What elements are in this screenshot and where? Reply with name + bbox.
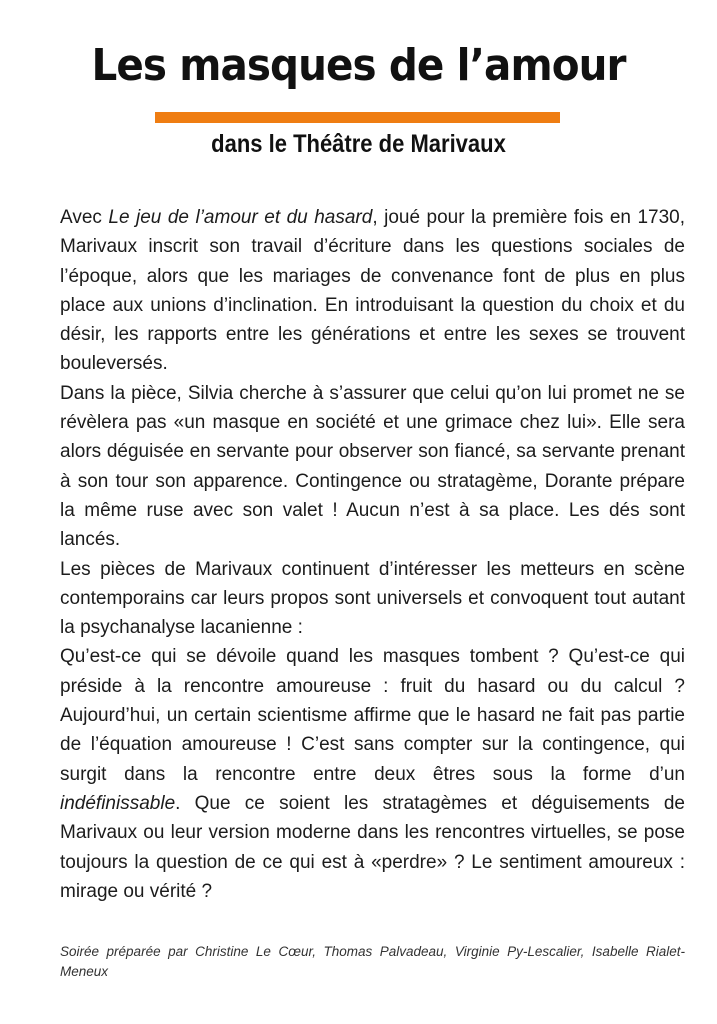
paragraph-intro [60,203,685,379]
paragraph-questions-text-start: Qu’est-ce qui se dévoile quand les masques tombent ? Qu’est-ce qui préside à la rencontre amoureuse : fruit du hasard ou du calcul ? Aujourd’hui, un certain scientisme affirme que le hasard ne fait pas partie de l’équation amoureuse ! C’est sans compter sur la contingence, qui surgit dans la rencontre entre deux êtres sous la forme d’un [60,646,685,785]
page-subtitle: dans le Théâtre de Marivaux [211,130,506,158]
article-body [60,203,685,906]
paragraph-questions [60,642,685,906]
paragraph-intro-text-end: , joué pour la première fois en 1730, Marivaux inscrit son travail d’écriture dans les questions sociales de l’époque, alors que les mariages de convenance font de plus en plus place aux unions d’inclination. En introduisant la question du choix et du désir, les rapports entre les générations et entre les sexes se trouvent bouleversés. [60,207,685,375]
paragraph-questions-text-end: . Que ce soient les stratagèmes et déguisements de Marivaux ou leur version moderne dans les rencontres virtuelles, se pose toujours la question de ce qui est à «perdre» ? Le sentiment amoureux : mirage ou vérité ? [60,792,685,902]
paragraph-intro-text-start: Avec [60,207,109,228]
credits-line: Soirée préparée par Christine Le Cœur, Thomas Palvadeau, Virginie Py-Lescalier, Isabelle Rialet-Meneux [60,944,685,979]
play-title-italic: Le jeu de l’amour et du hasard [108,207,373,228]
orange-divider [155,112,560,123]
paragraph-silvia: Dans la pièce, Silvia cherche à s’assurer que celui qu’on lui promet ne se révèlera pas «un masque en société et une grimace chez lui». Elle sera alors déguisée en servante pour observer son fiancé, sa servante prenant à son tour son apparence. Contingence ou stratagème, Dorante prépare la même ruse avec son valet ! Aucun n’est à sa place. Les dés sont lancés. [60,382,685,551]
page-title: Les masques de l’amour [91,40,626,91]
indefinissable-italic: indéfinissable [60,792,176,814]
paragraph-metteurs: Les pièces de Marivaux continuent d’intéresser les metteurs en scène contemporains car leurs propos sont universels et convoquent tout autant la psychanalyse lacanienne : [60,558,685,639]
